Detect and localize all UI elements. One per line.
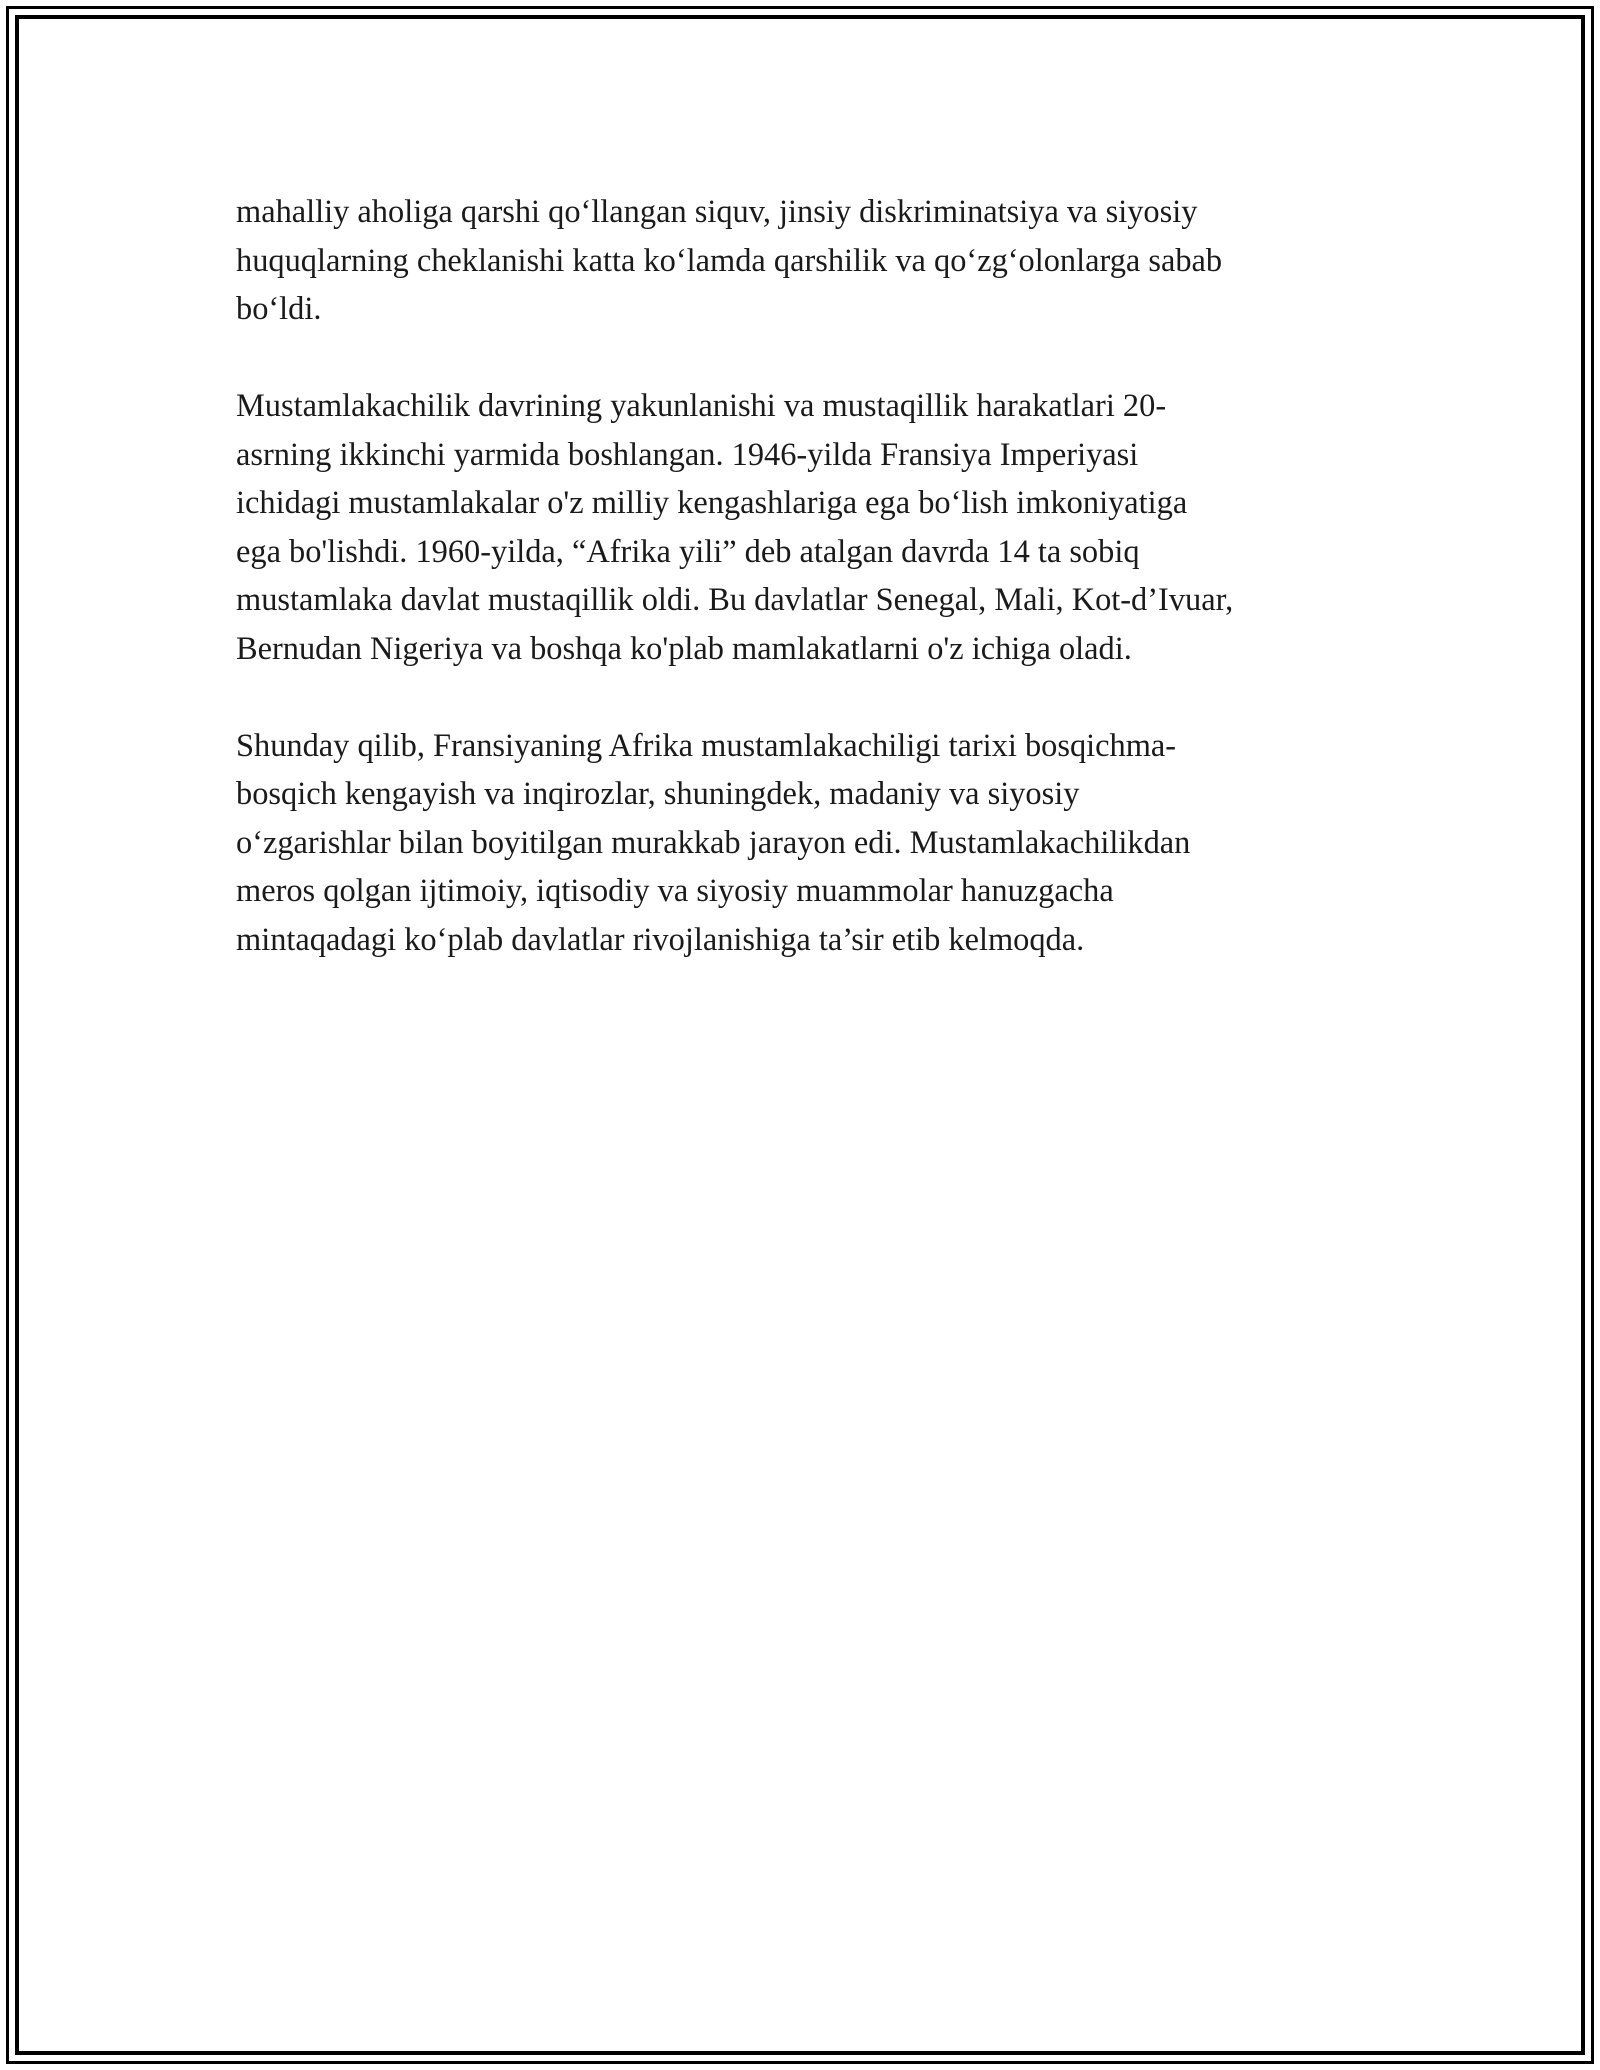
text-line: o‘zgarishlar bilan boyitilgan murakkab jarayon edi. Mustamlakachilikdan bbox=[236, 824, 1191, 861]
text-line: huquqlarning cheklanishi katta ko‘lamda qarshilik va qo‘zg‘olonlarga sabab bbox=[236, 242, 1223, 279]
paragraph-2 bbox=[236, 382, 1386, 673]
text-line: mahalliy aholiga qarshi qo‘llangan siquv, jinsiy diskriminatsiya va siyosiy bbox=[236, 194, 1198, 230]
text-line: mintaqadagi ko‘plab davlatlar rivojlanishiga ta’sir etib kelmoqda. bbox=[236, 921, 1085, 958]
text-line: ichidagi mustamlakalar o'z milliy kengashlariga ega bo‘lish imkoniyatiga bbox=[236, 485, 1188, 521]
document-body bbox=[236, 188, 1386, 1013]
text-line: bo‘ldi. bbox=[236, 291, 322, 327]
paragraph-1 bbox=[236, 188, 1386, 334]
text-line: ega bo'lishdi. 1960-yilda, “Afrika yili” deb atalgan davrda 14 ta sobiq bbox=[236, 533, 1140, 570]
text-line: asrning ikkinchi yarmida boshlangan. 1946-yilda Fransiya Imperiyasi bbox=[236, 436, 1139, 473]
text-line: Bernudan Nigeriya va boshqa ko'plab mamlakatlarni o'z ichiga oladi. bbox=[236, 630, 1132, 667]
paragraph-3 bbox=[236, 722, 1386, 965]
text-line: mustamlaka davlat mustaqillik oldi. Bu davlatlar Senegal, Mali, Kot-d’Ivuar, bbox=[236, 582, 1234, 618]
text-line: Mustamlakachilik davrining yakunlanishi va mustaqillik harakatlari 20- bbox=[236, 388, 1167, 424]
text-line: Shunday qilib, Fransiyaning Afrika mustamlakachiligi tarixi bosqichma- bbox=[236, 727, 1177, 764]
text-line: bosqich kengayish va inqirozlar, shuningdek, madaniy va siyosiy bbox=[236, 776, 1080, 812]
text-line: meros qolgan ijtimoiy, iqtisodiy va siyosiy muammolar hanuzgacha bbox=[236, 873, 1114, 909]
